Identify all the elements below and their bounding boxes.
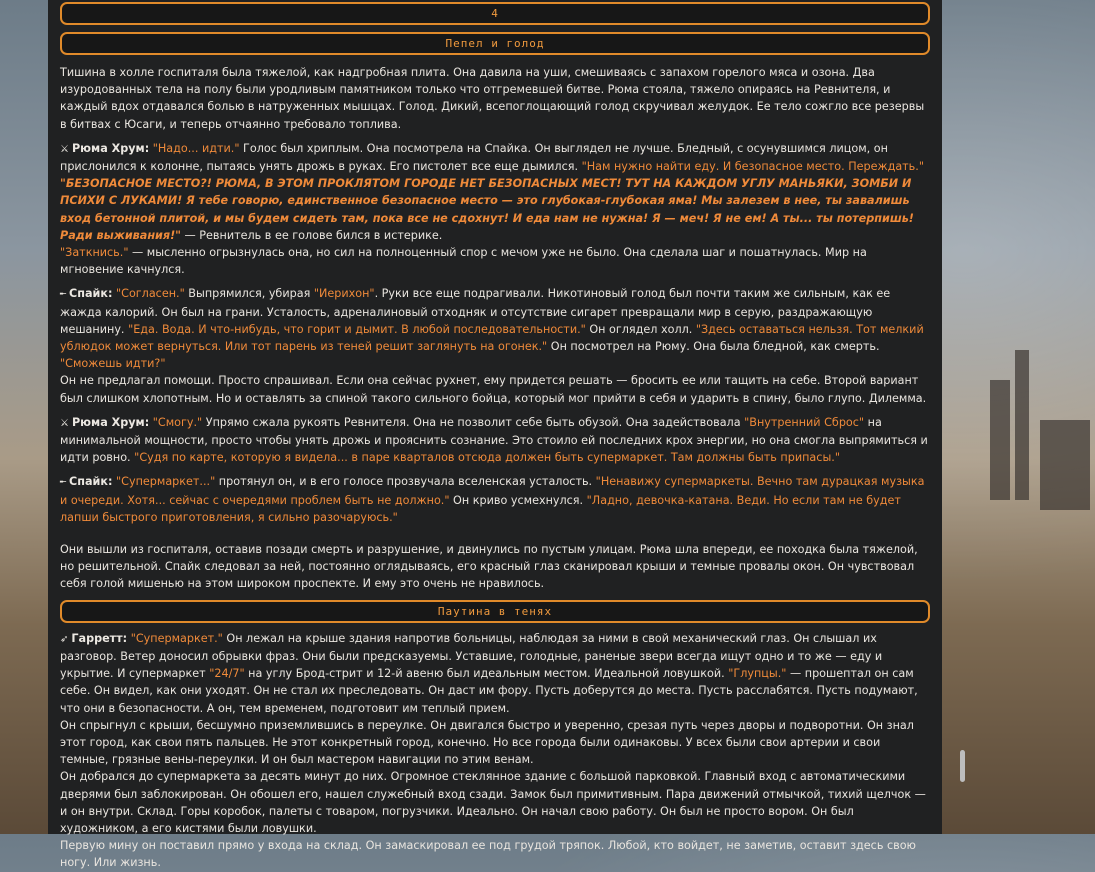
narration: Он спрыгнул с крыши, бесшумно приземлившись в переулке. Он двигался быстро и уверенно, срезая путь через дворы и подворотни. Он знал этот город, как свои пять пальцев. Не этот конкретный город, конечно. Но все города были одинаковы. У всех были свои артерии и свои темные, грязные вены-переулки. И он был мастером навигации по этим венам. <box>60 718 914 767</box>
dialogue: "Согласен." <box>116 287 185 301</box>
sword-shout: "БЕЗОПАСНОЕ МЕСТО?! РЮМА, В ЭТОМ ПРОКЛЯТОМ ГОРОДЕ НЕТ БЕЗОПАСНЫХ МЕСТ! ТУТ НА КАЖДОМ УГЛУ МАНЬЯКИ, ЗОМБИ И ПСИХИ С ЛУКАМИ! Я тебе говорю, единственное безопасное место — это глубокая-глубокая яма! Мы залезем в нее, ты завалишь вход бетонной плитой, и мы будем сидеть там, пока все не сдохнут! И еда нам не нужна! Я — меч! Я не ем! А ты... ты потерпишь! Ради выживания!" <box>60 177 914 242</box>
narration: Выпрямился, убирая <box>184 287 314 301</box>
pistol-icon: ╾ <box>60 477 67 489</box>
narration: Он криво усмехнулся. <box>449 493 587 507</box>
dialogue: "Глупцы." <box>728 667 787 681</box>
section-title: 4 <box>491 7 499 20</box>
paragraph-spike-2 <box>60 473 930 526</box>
dialogue: "Ненавижу супермаркеты. Вечно там дурацкая музыка и очереди. Хотя... сейчас с очередями проблем быть не должно." <box>60 475 925 507</box>
narration: Он добрался до супермаркета за десять минут до них. Огромное стеклянное здание с большой парковкой. Главный вход с автоматическими дверями был заблокирован. Он обошел его, нашел служебный вход сзади. Замок был примитивным. Пара движений отмычкой, тихий щелчок — и он внутри. Склад. Горы коробок, палеты с товаром, погрузчики. Идеально. Он начал свою работу. Он был не просто вором. Он был художником, а его кистями были ловушки. <box>60 770 926 835</box>
narration: Он не предлагал помощи. Просто спрашивал. Если она сейчас рухнет, ему придется решать — бросить ее или тащить на себе. Второй вариант был слишком хлопотным. Но и оставлять за спиной такого сильного бойца, который мог прийти в себя и ударить в спину, было глупо. Дилемма. <box>60 374 927 405</box>
dialogue: "Иерихон" <box>313 287 375 301</box>
speaker-name: Гарретт: <box>71 631 128 645</box>
paragraph-ryuma <box>60 140 930 279</box>
dialogue: "Смогу." <box>152 415 203 429</box>
dialogue: "Заткнись." <box>60 246 129 260</box>
narration: Первую мину он поставил прямо у входа на склад. Он замаскировал ее под грудой тряпок. Любой, кто войдет, не заметив, оставит здесь свою ногу. Или жизнь. <box>60 839 916 870</box>
dialogue: "Еда. Вода. И что-нибудь, что горит и дымит. В любой последовательности." <box>128 322 586 336</box>
narration: . Руки все еще подрагивали. Никотиновый голод был почти таким же сильным, как ее жажда калорий. Он был на грани. Усталость, адреналиновый отходняк и отсутствие сигарет превращали мир в серую, раздражающую мешанину. <box>60 287 891 336</box>
paragraph-spike <box>60 285 930 406</box>
narration: на минимальной мощности, просто чтобы унять дрожь и прояснить сознание. Это стоило ей последних крох энергии, но она смогла выпрямиться и идти ровно. <box>60 415 928 465</box>
narration: Упрямо сжала рукоять Ревнителя. Она не позволит себе быть обузой. Она задействовала <box>202 415 745 429</box>
story-content <box>60 0 930 872</box>
dialogue: "Надо... идти." <box>152 141 240 155</box>
dialogue: "Судя по карте, которую я видела... в паре кварталов отсюда должен быть супермаркет. Там должны быть припасы." <box>134 451 840 465</box>
narration: протянул он, и в его голосе прозвучала вселенская усталость. <box>215 475 596 489</box>
bow-icon: ➶ <box>60 633 69 645</box>
dialogue: "Супермаркет..." <box>116 475 216 489</box>
story-panel <box>48 0 942 870</box>
dialogue: "24/7" <box>209 667 245 681</box>
section-title: Паутина в тенях <box>437 604 553 618</box>
paragraph-narration: Тишина в холле госпиталя была тяжелой, как надгробная плита. Она давила на уши, смешиваясь с запахом горелого мяса и озона. Два изуродованных тела на полу были уродливым памятником только что отгремевшей битве. Рюма стояла, тяжело опираясь на Ревнителя, и каждый вдох отдавался болью в натруженных мышцах. Голод. Дикий, всепоглощающий голод скручивал желудок. Ее тело сожгло все резервы в битвах с Юсаги, и теперь отчаянно требовало топлива. <box>60 66 925 131</box>
narration: Он посмотрел на Рюму. Она была бледной, как смерть. <box>547 340 880 354</box>
narration: — прошептал он сам себе. Он видел, как они уходят. Он не стал их преследовать. Он даст им фору. Пусть доберутся до места. Пусть расслабятся. Пусть подумают, что они в безопасности. А он, тем временем, подготовит им теплый прием. <box>60 667 918 715</box>
paragraph-ryuma-2 <box>60 414 930 467</box>
narration: Он оглядел холл. <box>585 322 696 336</box>
speaker-name: Рюма Хрум: <box>71 415 150 429</box>
narration: — Ревнитель в ее голове бился в истерике. <box>181 228 443 242</box>
speaker-name: Спайк: <box>69 475 113 489</box>
narration: на углу Брод-стрит и 12-й авеню был идеальным местом. Идеальной ловушкой. <box>244 667 729 681</box>
narration: Он лежал на крыше здания напротив больницы, наблюдая за ними в свой механический глаз. Он слышал их разговор. Ветер доносил обрывки фраз. Они были предсказуемы. Уставшие, голодные, раненые звери всегда ищут одно и то же — еду и укрытие. И супермаркет <box>60 631 883 681</box>
crossed-swords-icon: ⚔ <box>60 417 69 429</box>
dialogue: "Внутренний Сброс" <box>744 415 865 429</box>
section-header-number <box>60 2 930 25</box>
narration: — мысленно огрызнулась она, но сил на полноценный спор с мечом уже не было. Она сделала шаг и пошатнулась. Мир на мгновение качнулся. <box>60 246 867 277</box>
narration: Голос был хриплым. Она посмотрела на Спайка. Он выглядел не лучше. Бледный, с осунувшимся лицом, он прислонился к колонне, пытаясь унять дрожь в руках. Его пистолет все еще дымился. <box>60 141 888 174</box>
section-title: Пепел и голод <box>445 37 545 50</box>
crossed-swords-icon: ⚔ <box>60 143 69 155</box>
section-header-ash <box>60 32 930 55</box>
dialogue: "Ладно, девочка-катана. Веди. Но если там не будет лапши быстрого приготовления, я сильно разочаруюсь." <box>60 493 901 524</box>
pistol-icon: ╾ <box>60 289 67 301</box>
scrollbar-thumb[interactable] <box>960 750 965 782</box>
dialogue: "Нам нужно найти еду. И безопасное место. Переждать." <box>581 160 924 174</box>
dialogue: "Здесь оставаться нельзя. Тот мелкий ублюдок может вернуться. Или тот парень из теней решит заглянуть на огонек." <box>60 322 924 354</box>
speaker-name: Рюма Хрум: <box>71 141 150 155</box>
section-header-web <box>60 600 930 623</box>
paragraph-garrett <box>60 630 930 872</box>
paragraph-narration-2: Они вышли из госпиталя, оставив позади смерть и разрушение, и двинулись по пустым улицам. Рюма шла впереди, ее походка была тяжелой, но решительной. Спайк следовал за ней, постоянно оглядываясь, его красный глаз сканировал крыши и темные провалы окон. Он чувствовал себя голой мишенью на этом широком проспекте. И ему это очень не нравилось. <box>60 543 918 591</box>
dialogue: "Сможешь идти?" <box>60 357 166 371</box>
speaker-name: Спайк: <box>69 287 113 301</box>
dialogue: "Супермаркет." <box>130 631 223 645</box>
